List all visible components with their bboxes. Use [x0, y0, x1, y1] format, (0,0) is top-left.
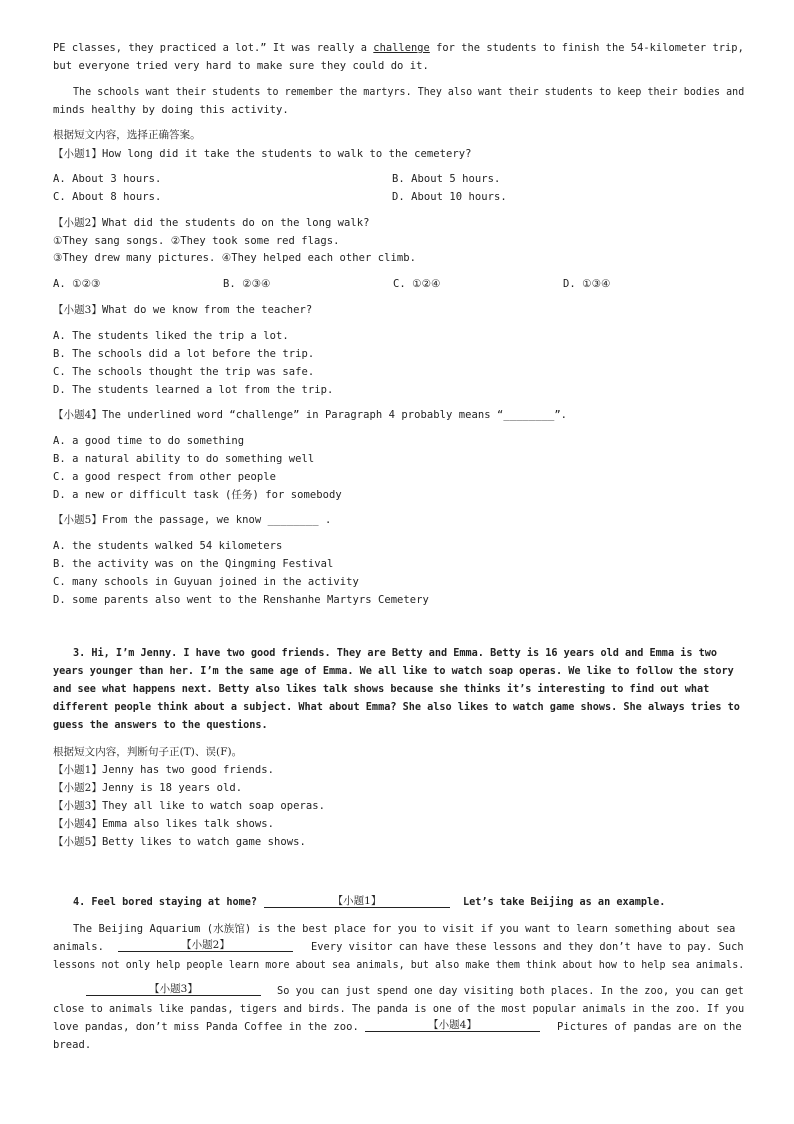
option-a: A. The students liked the trip a lot.: [53, 330, 289, 342]
question-tag: 【小题4】: [53, 818, 102, 830]
section4-heading-text: 4. Feel bored staying at home?: [73, 897, 258, 908]
blank-4[interactable]: 【小题4】: [365, 1019, 540, 1032]
question-tag: 【小题4】: [53, 409, 102, 421]
text-segment: PE classes, they practiced a lot.” It was really a: [53, 42, 374, 54]
question-tag: 【小题2】: [53, 782, 102, 794]
question-text: What do we know from the teacher?: [101, 304, 313, 316]
question-tag: 【小题3】: [53, 304, 102, 316]
question-text: Emma also likes talk shows.: [101, 818, 274, 830]
question-2: [53, 216, 370, 230]
section3-passage-line-1: 3. Hi, I’m Jenny. I have two good friends. They are Betty and Emma. Betty is 16 years old and Emma is two: [73, 648, 718, 659]
section4-p2-line-4: bread.: [53, 1039, 92, 1051]
section4-p2-line-3-end: Pictures of pandas are on the: [557, 1021, 742, 1033]
section4-p2-line-2: close to animals like pandas, tigers and birds. The panda is one of the most popular animals in the zoo. If you: [53, 1003, 745, 1015]
question-text: How long did it take the students to walk to the cemetery?: [101, 148, 472, 160]
blank-3[interactable]: 【小题3】: [86, 983, 261, 996]
option-d: D. ①③④: [563, 278, 611, 290]
question-text: Jenny is 18 years old.: [101, 782, 243, 794]
section4-p1-line-2-start: animals.: [53, 941, 104, 953]
option-a: A. About 3 hours.: [53, 173, 162, 185]
question-tag: 【小题5】: [53, 836, 102, 848]
option-b: B. the activity was on the Qingming Festival: [53, 558, 334, 570]
section4-p2-line-3-start: love pandas, don’t miss Panda Coffee in the zoo.: [53, 1021, 359, 1033]
option-d: D. The students learned a lot from the trip.: [53, 384, 334, 396]
section3-passage-line-4: different people think about a subject. What about Emma? She also likes to watch game shows. She always tries to: [53, 702, 740, 713]
q2-statement-line-1: ①They sang songs. ②They took some red flags.: [53, 235, 340, 247]
question-5: [53, 513, 331, 527]
question-text: Jenny has two good friends.: [101, 764, 274, 776]
option-b: B. ②③④: [223, 278, 271, 290]
option-d: D. some parents also went to the Renshanhe Martyrs Cemetery: [53, 594, 429, 606]
section3-passage-line-3: and see what happens next. Betty also likes talk shows because she thinks it’s interesting to find out what: [53, 684, 710, 695]
intro-line-3: The schools want their students to remember the martyrs. They also want their students to keep their bodies and: [73, 86, 745, 98]
question-tag: 【小题2】: [53, 217, 102, 229]
question-text: Betty likes to watch game shows.: [101, 836, 306, 848]
question-text: From the passage, we know ________ .: [101, 514, 332, 526]
option-c: C. ①②④: [393, 278, 441, 290]
option-d: D. About 10 hours.: [392, 191, 507, 203]
section4-p1-line-3: lessons not only help people learn more about sea animals, but also make them think about how to help sea animals.: [53, 959, 745, 971]
section3-passage-line-2: years younger than her. I’m the same age of Emma. We all like to watch soap operas. We like to follow the story: [53, 666, 734, 677]
section4-p1-line-2-end: Every visitor can have these lessons and they don’t have to pay. Such: [311, 941, 744, 953]
intro-line-4: minds healthy by doing this activity.: [53, 104, 289, 116]
section4-p1-line-1: The Beijing Aquarium (水族馆) is the best place for you to visit if you want to learn something about sea: [73, 923, 736, 935]
section4-p2-line-1-end: So you can just spend one day visiting both places. In the zoo, you can get: [277, 985, 744, 997]
tf-item-4: [53, 817, 274, 831]
section3-passage-line-5: guess the answers to the questions.: [53, 720, 268, 731]
option-c: C. many schools in Guyuan joined in the activity: [53, 576, 359, 588]
section3-instruction: 根据短文内容，判断句子正(T)、误(F)。: [53, 746, 243, 758]
intro-line-2: but everyone tried very hard to make sure they could do it.: [53, 60, 429, 72]
question-text: They all like to watch soap operas.: [101, 800, 325, 812]
section2-instruction: 根据短文内容，选择正确答案。: [53, 129, 201, 141]
option-a: A. a good time to do something: [53, 435, 245, 447]
option-a: A. the students walked 54 kilometers: [53, 540, 283, 552]
tf-item-5: [53, 835, 306, 849]
question-tag: 【小题1】: [53, 764, 102, 776]
section4-heading-text: Let’s take Beijing as an example.: [463, 897, 666, 908]
option-c: C. a good respect from other people: [53, 471, 277, 483]
tf-item-2: [53, 781, 242, 795]
option-a: A. ①②③: [53, 278, 101, 290]
tf-item-1: [53, 763, 274, 777]
question-text: What did the students do on the long walk?: [101, 217, 370, 229]
question-tag: 【小题1】: [53, 148, 102, 160]
question-tag: 【小题5】: [53, 514, 102, 526]
option-b: B. The schools did a lot before the trip.: [53, 348, 315, 360]
question-4: [53, 408, 567, 422]
option-b: B. About 5 hours.: [392, 173, 501, 185]
blank-2[interactable]: 【小题2】: [118, 939, 293, 952]
intro-line-1: [53, 41, 744, 55]
question-tag: 【小题3】: [53, 800, 102, 812]
question-text: The underlined word “challenge” in Paragraph 4 probably means “________”.: [101, 409, 568, 421]
option-d: D. a new or difficult task (任务) for somebody: [53, 489, 342, 501]
option-c: C. About 8 hours.: [53, 191, 162, 203]
q2-statement-line-2: ③They drew many pictures. ④They helped each other climb.: [53, 252, 416, 264]
option-c: C. The schools thought the trip was safe.: [53, 366, 315, 378]
blank-1[interactable]: 【小题1】: [264, 895, 450, 908]
underlined-word: challenge: [373, 42, 430, 54]
tf-item-3: [53, 799, 325, 813]
text-segment: for the students to finish the 54-kilometer trip,: [429, 42, 744, 54]
option-b: B. a natural ability to do something well: [53, 453, 315, 465]
question-1: [53, 147, 472, 161]
question-3: [53, 303, 312, 317]
